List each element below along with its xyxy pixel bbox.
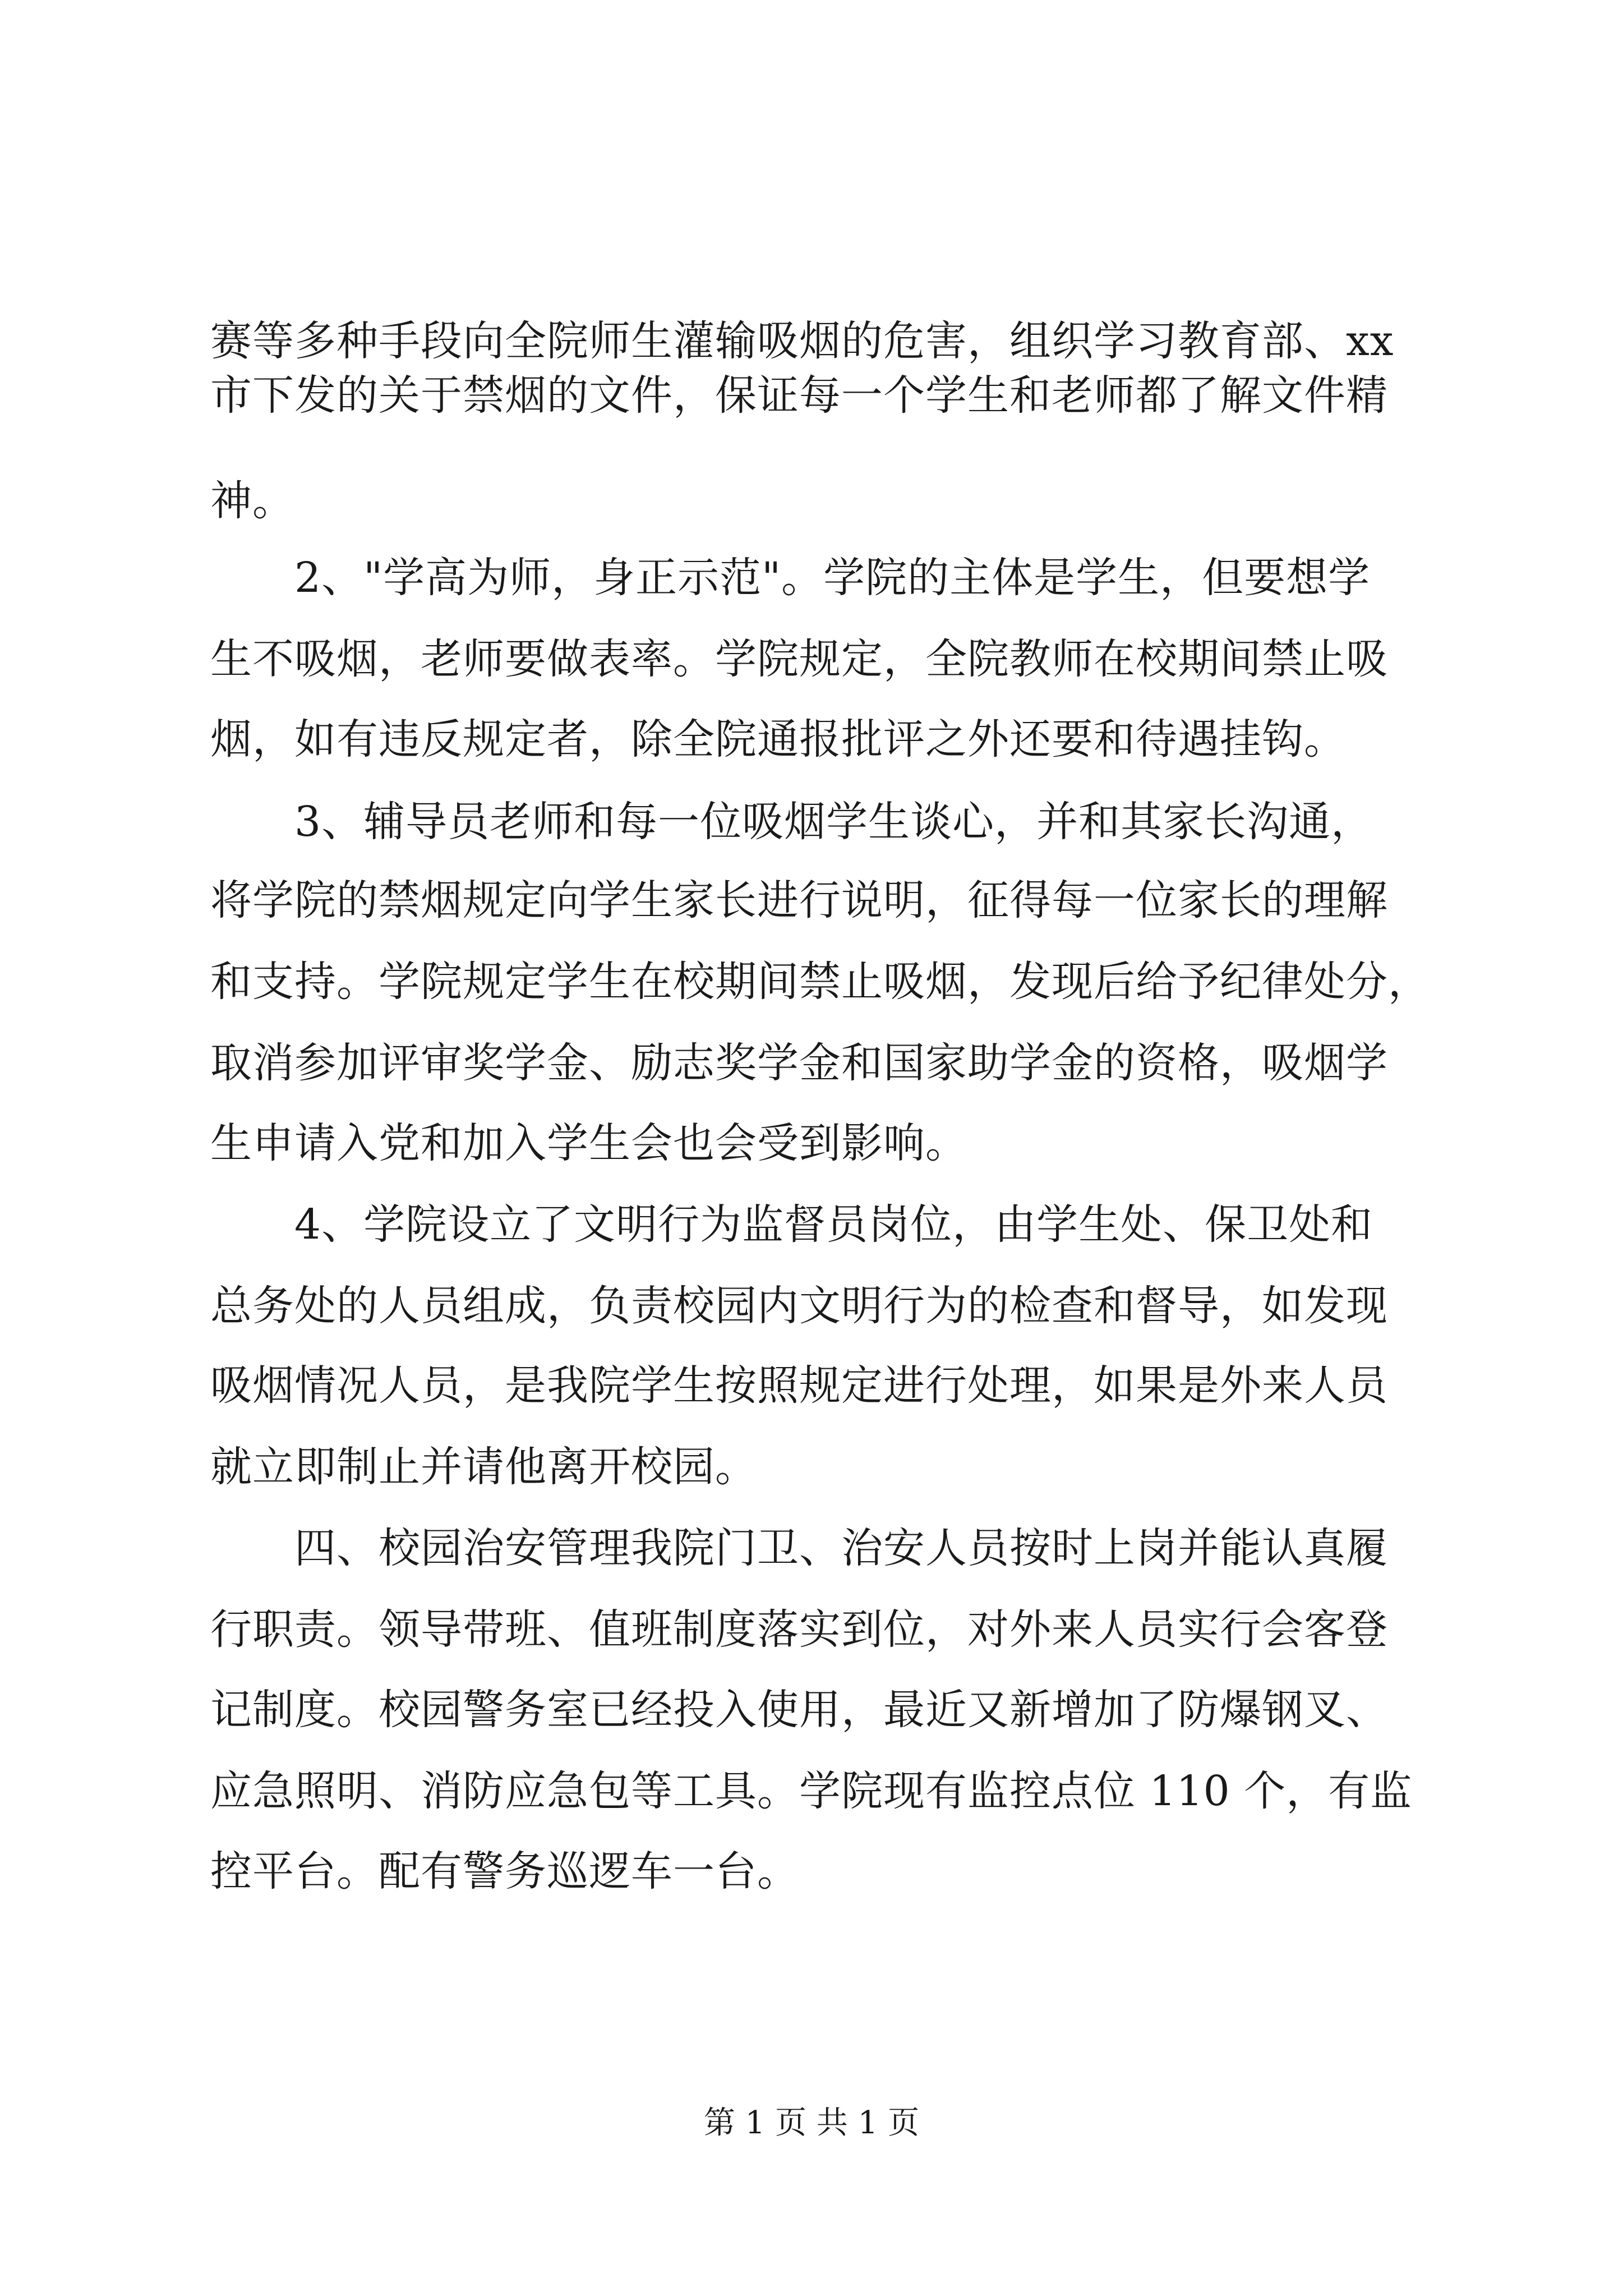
body-line-6: 烟，如有违反规定者，除全院通报批评之外还要和待遇挂钩。 bbox=[210, 715, 1346, 763]
body-line-14: 吸烟情况人员，是我院学生按照规定进行处理，如果是外来人员 bbox=[210, 1361, 1388, 1410]
body-line-5: 生不吸烟，老师要做表率。学院规定，全院教师在校期间禁止吸 bbox=[210, 635, 1388, 683]
body-line-9: 和支持。学院规定学生在校期间禁止吸烟，发现后给予纪律处分， bbox=[210, 958, 1430, 1006]
body-line-3: 神。 bbox=[210, 477, 294, 525]
body-line-15: 就立即制止并请他离开校园。 bbox=[210, 1443, 757, 1491]
body-line-16: 四、校园治安管理我院门卫、治安人员按时上岗并能认真履 bbox=[210, 1524, 1388, 1572]
body-line-12: 4、学院设立了文明行为监督员岗位，由学生处、保卫处和 bbox=[210, 1200, 1373, 1249]
body-line-13: 总务处的人员组成，负责校园内文明行为的检查和督导，如发现 bbox=[210, 1282, 1388, 1330]
body-line-7: 3、辅导员老师和每一位吸烟学生谈心，并和其家长沟通， bbox=[210, 798, 1373, 846]
body-line-10: 取消参加评审奖学金、励志奖学金和国家助学金的资格，吸烟学 bbox=[210, 1039, 1388, 1087]
body-line-2: 市下发的关于禁烟的文件，保证每一个学生和老师都了解文件精 bbox=[210, 371, 1388, 420]
body-line-1: 赛等多种手段向全院师生灌输吸烟的危害，组织学习教育部、xx bbox=[210, 317, 1394, 365]
body-line-17: 行职责。领导带班、值班制度落实到位，对外来人员实行会客登 bbox=[210, 1605, 1388, 1654]
body-line-18: 记制度。校园警务室已经投入使用，最近又新增加了防爆钢叉、 bbox=[210, 1686, 1388, 1734]
body-line-19: 应急照明、消防应急包等工具。学院现有监控点位 110 个，有监 bbox=[210, 1767, 1413, 1815]
body-line-8: 将学院的禁烟规定向学生家长进行说明，征得每一位家长的理解 bbox=[210, 876, 1388, 924]
body-line-20: 控平台。配有警务巡逻车一台。 bbox=[210, 1847, 799, 1895]
body-line-11: 生申请入党和加入学生会也会受到影响。 bbox=[210, 1119, 967, 1167]
body-line-4: 2、"学高为师，身正示范"。学院的主体是学生，但要想学 bbox=[210, 554, 1371, 602]
page-number-footer: 第 1 页 共 1 页 bbox=[703, 2105, 920, 2141]
